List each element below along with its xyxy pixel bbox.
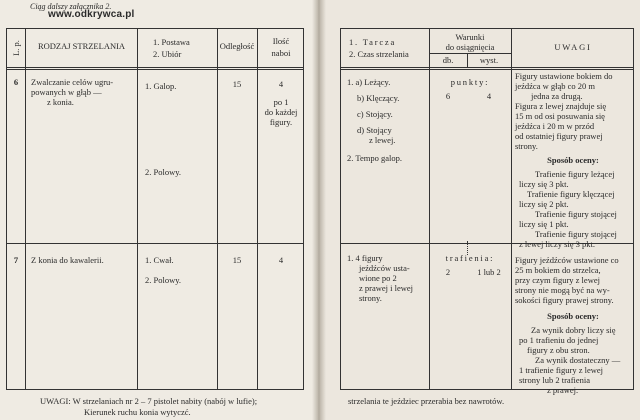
row7-ocena-2: po 1 trafieniu do jednej xyxy=(519,335,599,345)
right-footer: strzelania te jeździec przerabia bez nawrotów. xyxy=(348,396,505,406)
row7-postawa: 1. Cwał. xyxy=(145,255,174,265)
naboi-header: naboi xyxy=(271,48,291,58)
row7-target-2: jeźdźców usta- xyxy=(359,263,410,273)
row6-odleglosc: 15 xyxy=(232,79,242,89)
right-table xyxy=(340,28,634,395)
row6-target-d2: z lewej. xyxy=(369,135,396,145)
row7-db: 2 xyxy=(445,267,451,277)
row7-trafienia: trafienia: xyxy=(445,253,495,263)
right-page xyxy=(318,0,640,420)
rodzaj-header: RODZAJ STRZELANIA xyxy=(37,41,126,51)
wyst-header: wyst. xyxy=(479,55,499,65)
czas-header: 2. Czas strzelania xyxy=(349,49,409,59)
book-gutter xyxy=(312,0,326,420)
left-footer-line2: Kierunek ruchu konia wytyczć. xyxy=(84,407,191,417)
row7-uwagi-4: strony nie mogą być na wy- xyxy=(515,285,610,295)
row6-ubior: 2. Polowy. xyxy=(145,167,182,177)
caption: Ciąg dalszy załącznika 2. xyxy=(30,2,112,11)
row6-lp: 6 xyxy=(13,77,19,87)
row7-ocena-7: z prawej. xyxy=(547,385,579,395)
row6-uwagi-7: od ostatniej figury prawej xyxy=(515,131,603,141)
row6-rodzaj-1: Zwalczanie celów ugru- xyxy=(31,77,114,87)
row7-ocena-6: strony lub 2 trafienia xyxy=(519,375,591,385)
row6-wyst: 4 xyxy=(486,91,492,101)
row7-rodzaj: Z konia do kawalerii. xyxy=(31,255,104,265)
row6-uwagi-3: jedna za drugą. xyxy=(531,91,583,101)
row6-postawa: 1. Galop. xyxy=(145,81,177,91)
row7-ocena-1: Za wynik dobry liczy się xyxy=(531,325,616,335)
row6-uwagi-5: 15 m od osi posuwania się xyxy=(515,111,605,121)
row6-ocena-1: Trafienie figury leżącej xyxy=(535,169,615,179)
lp-header: L. p. xyxy=(11,40,21,56)
row6-rodzaj-2: powanych w głąb — xyxy=(31,87,102,97)
row7-target-5: strony. xyxy=(359,293,382,303)
row6-ocena-2: liczy się 3 pkt. xyxy=(519,179,569,189)
tarcza-header: 1. Tarcza xyxy=(349,37,397,47)
db-header: db. xyxy=(442,55,454,65)
row6-ilosc-4: do każdej xyxy=(264,107,298,117)
warunki-header: Warunki xyxy=(455,32,485,42)
row7-ocena-3: figury z obu stron. xyxy=(527,345,590,355)
row6-db: 6 xyxy=(445,91,451,101)
row6-sposob: Sposób oceny: xyxy=(547,155,599,165)
row6-ilosc-5: figury. xyxy=(269,117,293,127)
row6-target-d: d) Stojący xyxy=(357,125,392,135)
row7-odleglosc: 15 xyxy=(232,255,242,265)
row6-ilosc-3: po 1 xyxy=(273,97,289,107)
row6-ilosc-1: 4 xyxy=(278,79,284,89)
row7-uwagi-2: 25 m bokiem do strzelca, xyxy=(515,265,601,275)
watermark: www.odkrywca.pl xyxy=(48,9,135,20)
row7-sposob: Sposób oceny: xyxy=(547,311,599,321)
row7-lp: 7 xyxy=(13,255,19,265)
row6-ocena-4: liczy się 2 pkt. xyxy=(519,199,569,209)
ilosc-header: Ilość xyxy=(272,36,290,46)
warunki-header-2: do osiągnięcia xyxy=(445,42,495,52)
row7-target-4: z prawej i lewej xyxy=(359,283,414,293)
ubior-header: 2. Ubiór xyxy=(153,49,182,59)
row7-target-3: wione po 2 xyxy=(359,273,397,283)
row6-uwagi-8: strony. xyxy=(515,141,538,151)
row6-ocena-6: liczy się 1 pkt. xyxy=(519,219,569,229)
row7-ocena-5: 1 trafienie figury z lewej xyxy=(519,365,604,375)
row6-target-c: c) Stojący. xyxy=(357,109,393,119)
row7-uwagi-5: sokości figury prawej strony. xyxy=(515,295,614,305)
row6-ocena-8: z lewej liczy się 3 pkt. xyxy=(519,239,596,249)
row6-uwagi-1: Figury ustawione bokiem do xyxy=(515,71,613,81)
left-table xyxy=(6,28,304,390)
row6-uwagi-6: jeźdźca i 20 m w przód xyxy=(515,121,595,131)
row6-ocena-7: Trafienie figury stojącej xyxy=(535,229,617,239)
odleglosc-header: Odległość xyxy=(219,41,255,51)
row7-uwagi-3: przy czym figury z lewej xyxy=(515,275,600,285)
row7-ubior: 2. Polowy. xyxy=(145,275,182,285)
row6-uwagi-2: jeźdźca w głąb co 20 m xyxy=(515,81,596,91)
row6-ocena-3: Trafienie figury klęczącej xyxy=(527,189,615,199)
row6-tempo: 2. Tempo galop. xyxy=(347,153,402,163)
row7-ilosc: 4 xyxy=(278,255,284,265)
row6-rodzaj-3: z konia. xyxy=(47,97,74,107)
row7-target-1: 1. 4 figury xyxy=(347,253,383,263)
left-footer-line1: UWAGI: W strzelaniach nr 2 – 7 pistolet nabity (nabój w lufie); xyxy=(40,396,258,406)
left-page xyxy=(0,0,318,420)
uwagi-header: UWAGI xyxy=(554,42,592,52)
row6-ocena-5: Trafienie figury stojącej xyxy=(535,209,617,219)
row7-uwagi-1: Figury jeźdźców ustawione co xyxy=(515,255,619,265)
row6-target-a: 1. a) Leżący. xyxy=(347,77,391,87)
row7-ocena-4: Za wynik dostateczny — xyxy=(535,355,621,365)
row6-target-b: b) Klęczący. xyxy=(357,93,400,103)
row6-punkty: punkty: xyxy=(450,77,490,87)
row7-wyst: 1 lub 2 xyxy=(477,267,501,277)
row6-uwagi-4: Figura z lewej znajduje się xyxy=(515,101,607,111)
postawa-header: 1. Postawa xyxy=(153,37,190,47)
